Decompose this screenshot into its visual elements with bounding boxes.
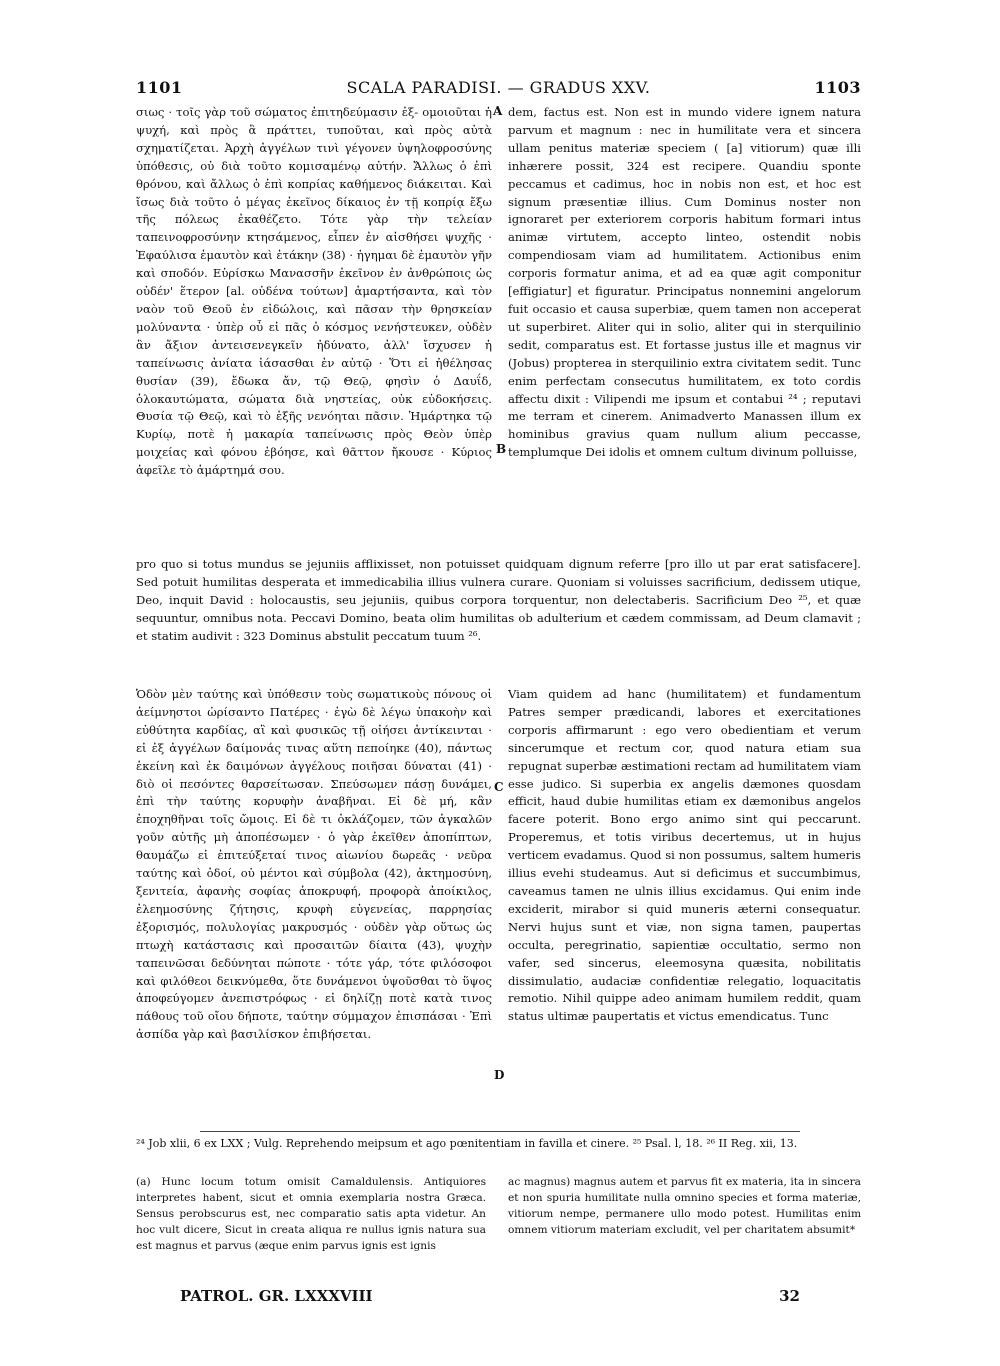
full-width-latin <box>136 556 861 686</box>
scripture-reference-line: ²⁴ Job xlii, 6 ex LXX ; Vulg. Reprehendo meipsum et ago pœnitentiam in favilla et cinere. ²⁵ Psal. l, 18. ²⁶ II Reg. xii, 13. <box>136 1137 798 1150</box>
greek-text-block-2: Ὁδὸν μὲν ταύτης καὶ ὑπόθεσιν τοὺς σωματικοὺς πόνους οἱ ἀείμνηστοι ὡρίσαντο Πατέρες · ἐγὼ δὲ λέγω ὑπακοὴν καὶ εὐθύτητα καρδίας, αἳ καὶ φυσικῶς τῇ οἰήσει ἀντίκεινται · εἰ ἐξ ἀγγέλων δαίμονάς τινας αὕτη πεποίηκε (40), πάντως ἐκείνη καὶ ἐκ δαιμόνων ἀγγέλους ποιῆσαι δύναται (41) · διὸ οἱ πεσόντες θαρσείτωσαν. Σπεύσωμεν πάσῃ δυνάμει, ἐπὶ τὴν ταύτης κορυφὴν ἀναβῆναι. Εἰ δὲ μή, κἂν ἐποχηθῆναι τοῖς ὤμοις. Εἰ δὲ τι ὀκλάζομεν, τῶν ἀγκαλῶν γοῦν αὐτῆς μὴ ἀποπέσωμεν · ὁ γὰρ ἐκεῖθεν ἀποπίπτων, θαυμάζω εἰ ἐπιτεύξεταί τινος αἰωνίου δωρεᾶς · νεῦρα ταύτης καὶ ὁδοί, οὐ μέντοι καὶ σύμβολα (42), ἀκτημοσύνη, ξενιτεία, ἀφανὴς σοφίας ἀποκρυφή, προφορὰ ἀποίκιλος, ἐλεημοσύνης ζήτησις, κρυφὴ εὐγενείας, παρρησίας ἐξορισμός, πολυλογίας μακρυσμός · οὐδὲν γὰρ οὕτως ὡς πτωχὴ κατάστασις καὶ προσαιτῶν δίαιτα (43), ψυχὴν ταπεινῶσαι δεδύνηται πώποτε · τότε γάρ, τότε φιλόσοφοι καὶ φιλόθεοι δεικνύμεθα, ὅτε δυνάμενοι ὑψοῦσθαι τὸ ὕψος ἀποφεύγομεν ἀνεπιστρόφως · εἰ δηλίζῃ ποτὲ κατὰ τινος πάθους τοῦ οἴου δήποτε, ταύτην σύμμαχον ἐπισπάσαι · Ἐπὶ ἀσπίδα γὰρ καὶ βασιλίσκον ἐπιβήσεται. <box>136 687 492 1042</box>
latin-column-top <box>508 104 861 550</box>
footer-series-title: PATROL. GR. LXXXVIII <box>180 1287 373 1305</box>
footnote-divider <box>200 1131 800 1132</box>
page-footer <box>180 1287 800 1309</box>
margin-marker-d: D <box>494 1068 505 1082</box>
latin-text-block-1: dem, factus est. Non est in mundo videre ignem natura parvum et magnum : nec in humilitate vera et sincera ullam penitus materiæ speciem ( [a] vitiorum) quæ illi inhærere possit, 324 est recipere. Quandiu sponte peccamus et cadimus, hoc in nobis non est, et hoc est signum præsentiæ illius. Cum Dominus noster non ignoraret per exteriorem corporis habitum formari intus animæ virtutem, accepto linteo, ostendit nobis compendiosam viam ad humilitatem. Actionibus enim corporis formatur anima, et ad ea quæ agit componitur [effigiatur] et figuratur. Principatus nonnemini angelorum fuit occasio et causa superbiæ, quem tamen non acceperat ut superbiret. Aliter qui in solio, aliter qui in sterquilinio sedit, comparatus est. Et fortasse justus ille et magnus vir (Jobus) propterea in sterquilinio extra civitatem sedit. Tunc enim perfectam consecutus humilitatem, ex toto cordis affectu dixit : Vilipendi me ipsum et contabui ²⁴ ; reputavi me terram et cinerem. Animadverto Manassen illum ex hominibus gravius quam nullum alium peccasse, templumque Dei idolis et omnem cultum divinum polluisse, <box>508 105 861 460</box>
margin-marker-b: B <box>496 442 507 456</box>
latin-text-block-2: Viam quidem ad hanc (humilitatem) et fundamentum Patres semper prædicandi, labores et exercitationes corporis affirmarunt : ego vero obedientiam et verum sincerumque et rectum cor, quod natura etiam sua repugnat superbæ æstimationi rectam ad humilitatem viam esse judico. Si superbia ex angelis dæmones quosdam efficit, haud dubie humilitas etiam ex dæmonibus angelos facere poterit. Bono ergo animo sint qui peccarunt. Properemus, et totis viribus decertemus, ut in hujus verticem evadamus. Quod si non possumus, saltem humeris illius evehi studeamus. Aut si deficimus et succumbimus, caveamus tamen ne ulnis illius excidamus. Qui enim inde exciderit, mirabor si quid muneris æterni consequatur. Nervi hujus sunt et viæ, non signa tamen, paupertas occulta, peregrinatio, sapientiæ occultatio, sermo non vafer, sed sincerus, eleemosyna quæsita, nobilitatis dissimulatio, audaciæ confidentiæ relegatio, loquacitatis remotio. Nihil quippe adeo animam humilem reddit, quam status ultimæ paupertatis et victus emendicatus. Tunc <box>508 687 861 1024</box>
running-title: SCALA PARADISI. — GRADUS XXV. <box>346 78 651 97</box>
scripture-references <box>136 1136 861 1152</box>
footnote-left: (a) Hunc locum totum omisit Camaldulensis. Antiquiores interpretes habent, sicut et omnia exemplaria nostra Græca. Sensus perobscurus est, nec comparatio satis apta videtur. An hoc vult dicere, Sicut in creata aliqua re nullus ignis natura sua est magnus et parvus (æque enim parvus ignis est ignis <box>136 1176 486 1252</box>
page-number-left: 1101 <box>136 78 183 97</box>
running-header <box>136 78 861 102</box>
greek-column-bottom <box>136 686 492 1158</box>
footer-signature-number: 32 <box>779 1287 800 1305</box>
latin-column-bottom <box>508 686 861 1158</box>
page-number-right: 1103 <box>814 78 861 97</box>
margin-marker-c: C <box>494 780 504 794</box>
greek-column-top <box>136 104 492 550</box>
footnote-right: ac magnus) magnus autem et parvus fit ex materia, ita in sincera et non spuria humilitate nulla omnino species et forma materiæ, vitiorum nempe, permanere ullo modo potest. Humilitas enim omnem vitiorum materiam excludit, vel per charitatem absumit* <box>508 1176 861 1236</box>
margin-marker-a: A <box>493 104 503 118</box>
latin-text-block-full: pro quo si totus mundus se jejuniis afflixisset, non potuisset quidquam dignum referre [pro illo ut par erat satisfacere]. Sed potuit humilitas desperata et immedicabilia illius vulnera curare. Quoniam si voluisses sacrificium, dedissem utique, Deo, inquit David : holocaustis, seu jejuniis, quibus corpora torquentur, non delectaberis. Sacrificium Deo ²⁵, et quæ sequuntur, omnibus nota. Peccavi Domino, beata olim humilitas ob adulterium et cædem commissam, ad Deum clamavit ; et statim audivit : 323 Dominus abstulit peccatum tuum ²⁶. <box>136 557 861 643</box>
greek-text-block-1: σιως · τοῖς γὰρ τοῦ σώματος ἐπιτηδεύμασιν ἐξ- ομοιοῦται ἡ ψυχή, καὶ πρὸς ἃ πράττει, τυποῦται, καὶ πρὸς αὐτὰ σχηματίζεται. Ἀρχὴ ἀγγέλων τινὶ γέγονεν ὑψηλοφροσύνης ὑπόθεσις, οὐ διὰ τοῦτο κομισαμένῳ αὐτήν. Ἄλλως ὁ ἐπὶ θρόνου, καὶ ἄλλως ὁ ἐπὶ κοπρίας καθήμενος διάκειται. Καὶ ἴσως διὰ τοῦτο ὁ μέγας ἐκεῖνος δίκαιος ἐν τῇ κοπρίᾳ ἔξω τῆς πόλεως ἐκαθέζετο. Τότε γὰρ τὴν τελείαν ταπεινοφροσύνην κτησάμενος, εἶπεν ἐν αἰσθήσει ψυχῆς · Ἐφαύλισα ἐμαυτὸν καὶ ἐτάκην (38) · ἡγημαι δὲ ἐμαυτὸν γῆν καὶ σποδόν. Εὑρίσκω Μανασσῆν ἐκεῖνον ἐν ἀνθρώποις ὡς οὐδέν' ἕτερον [al. οὐδένα τούτων] ἁμαρτήσαντα, καὶ τὸν ναὸν τοῦ Θεοῦ ἐν εἰδώλοις, καὶ πᾶσαν τὴν θρησκείαν μολύναντα · ὑπὲρ οὗ εἰ πᾶς ὁ κόσμος νενήστευκεν, οὐδὲν ἂν ἄξιον ἀντεισενεγκεῖν ἠδύνατο, ἀλλ' ἴσχυσεν ἡ ταπείνωσις ἀνίατα ἰάσασθαι ἐν αὐτῷ · Ὅτι εἰ ἠθέλησας θυσίαν (39), ἔδωκα ἄν, τῷ Θεῷ, φησὶν ὁ Δαυΐδ, ὁλοκαυτώματα, σώματα διὰ νηστείας, οὐκ εὐδοκήσεις. Θυσία τῷ Θεῷ, καὶ τὸ ἑξῆς νενόηται πᾶσιν. Ἡμάρτηκα τῷ Κυρίῳ, ποτὲ ἡ μακαρία ταπείνωσις πρὸς Θεὸν ὑπὲρ μοιχείας καὶ φόνου ἐβόησε, καὶ θᾶττον ἤκουσε · Κύριος ἀφεῖλε τὸ ἁμάρτημά σου. <box>136 105 492 478</box>
